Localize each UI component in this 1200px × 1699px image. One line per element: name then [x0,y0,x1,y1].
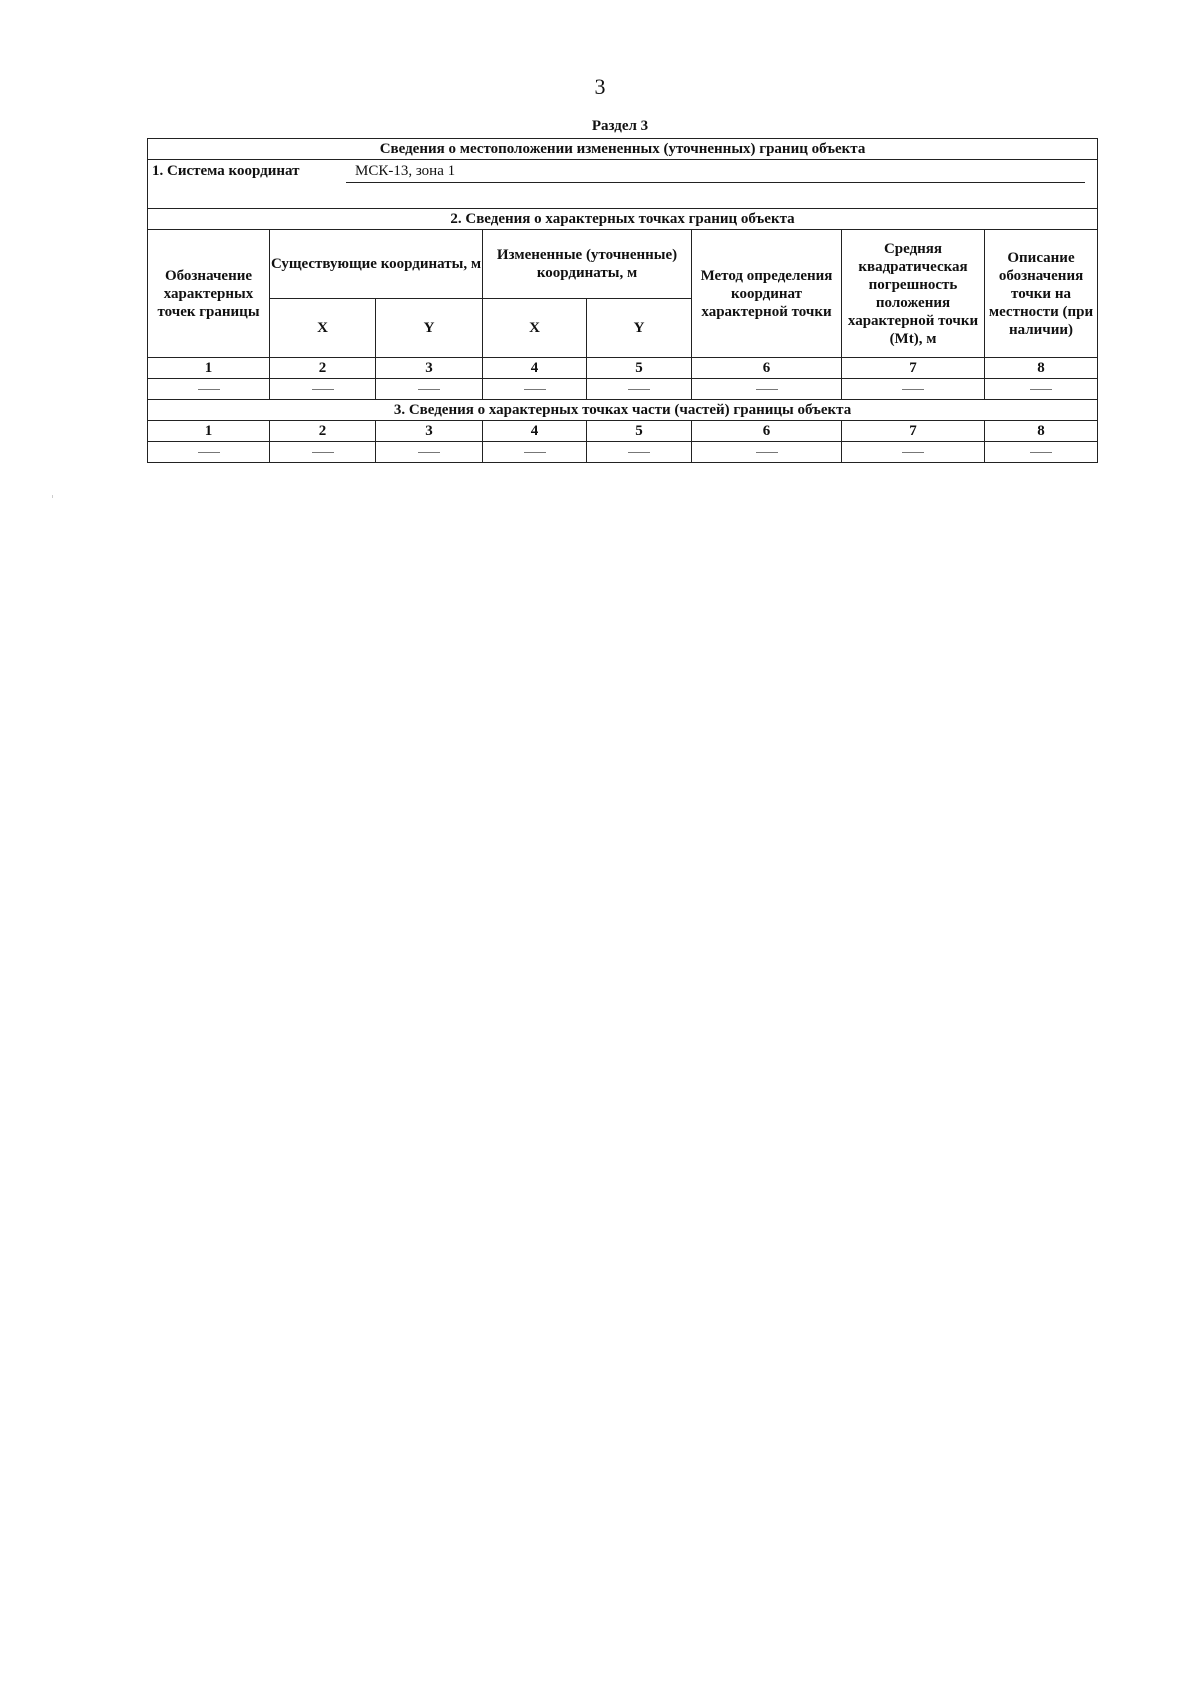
empty-cell [692,442,842,463]
empty-cell [483,379,587,400]
empty-cell [270,379,376,400]
column-number: 2 [270,421,376,442]
header-changed-coordinates: Измененные (уточненные) координаты, м [483,230,692,299]
section-title: Раздел 3 [591,118,649,134]
column-numbers-row [148,358,1098,379]
coordinate-system-label: 1. Система координат [152,163,300,179]
header-changed-x: X [483,299,587,358]
column-number: 5 [587,358,692,379]
coordinate-system-cell [148,160,1098,209]
header-existing-x: X [270,299,376,358]
empty-points-row [148,379,1098,400]
column-number: 5 [587,421,692,442]
column-number: 7 [842,421,985,442]
header-method: Метод определения координат характерной точки [692,230,842,358]
header-description: Описание обозначения точки на местности (при наличии) [985,230,1098,358]
column-number: 6 [692,358,842,379]
coordinate-underline [346,182,1085,183]
empty-cell [842,379,985,400]
header-existing-coordinates: Существующие координаты, м [270,230,483,299]
parts-section-title: 3. Сведения о характерных точках части (частей) границы объекта [148,400,1098,421]
empty-cell [148,442,270,463]
column-number: 7 [842,358,985,379]
column-number: 3 [376,421,483,442]
column-number: 8 [985,421,1098,442]
coordinate-system-value: МСК-13, зона 1 [355,163,456,179]
header-error: Средняя квадратическая погрешность положения характерной точки (Mt), м [842,230,985,358]
empty-cell [376,442,483,463]
column-numbers-row [148,421,1098,442]
empty-cell [270,442,376,463]
empty-cell [587,379,692,400]
empty-cell [842,442,985,463]
boundary-table [147,138,1098,463]
empty-cell [483,442,587,463]
header-existing-y: Y [376,299,483,358]
column-number: 8 [985,358,1098,379]
column-number: 1 [148,421,270,442]
empty-cell [692,379,842,400]
empty-parts-row [148,442,1098,463]
column-number: 3 [376,358,483,379]
empty-cell [985,379,1098,400]
header-changed-y: Y [587,299,692,358]
empty-cell [587,442,692,463]
empty-cell [148,379,270,400]
empty-cell [376,379,483,400]
points-section-title: 2. Сведения о характерных точках границ объекта [148,209,1098,230]
scan-artifact [52,495,53,498]
column-number: 2 [270,358,376,379]
column-number: 4 [483,421,587,442]
table-title: Сведения о местоположении измененных (уточненных) границ объекта [148,139,1098,160]
column-number: 4 [483,358,587,379]
column-number: 1 [148,358,270,379]
header-designation: Обозначение характерных точек границы [148,230,270,358]
page-number: 3 [594,74,606,99]
empty-cell [985,442,1098,463]
column-number: 6 [692,421,842,442]
